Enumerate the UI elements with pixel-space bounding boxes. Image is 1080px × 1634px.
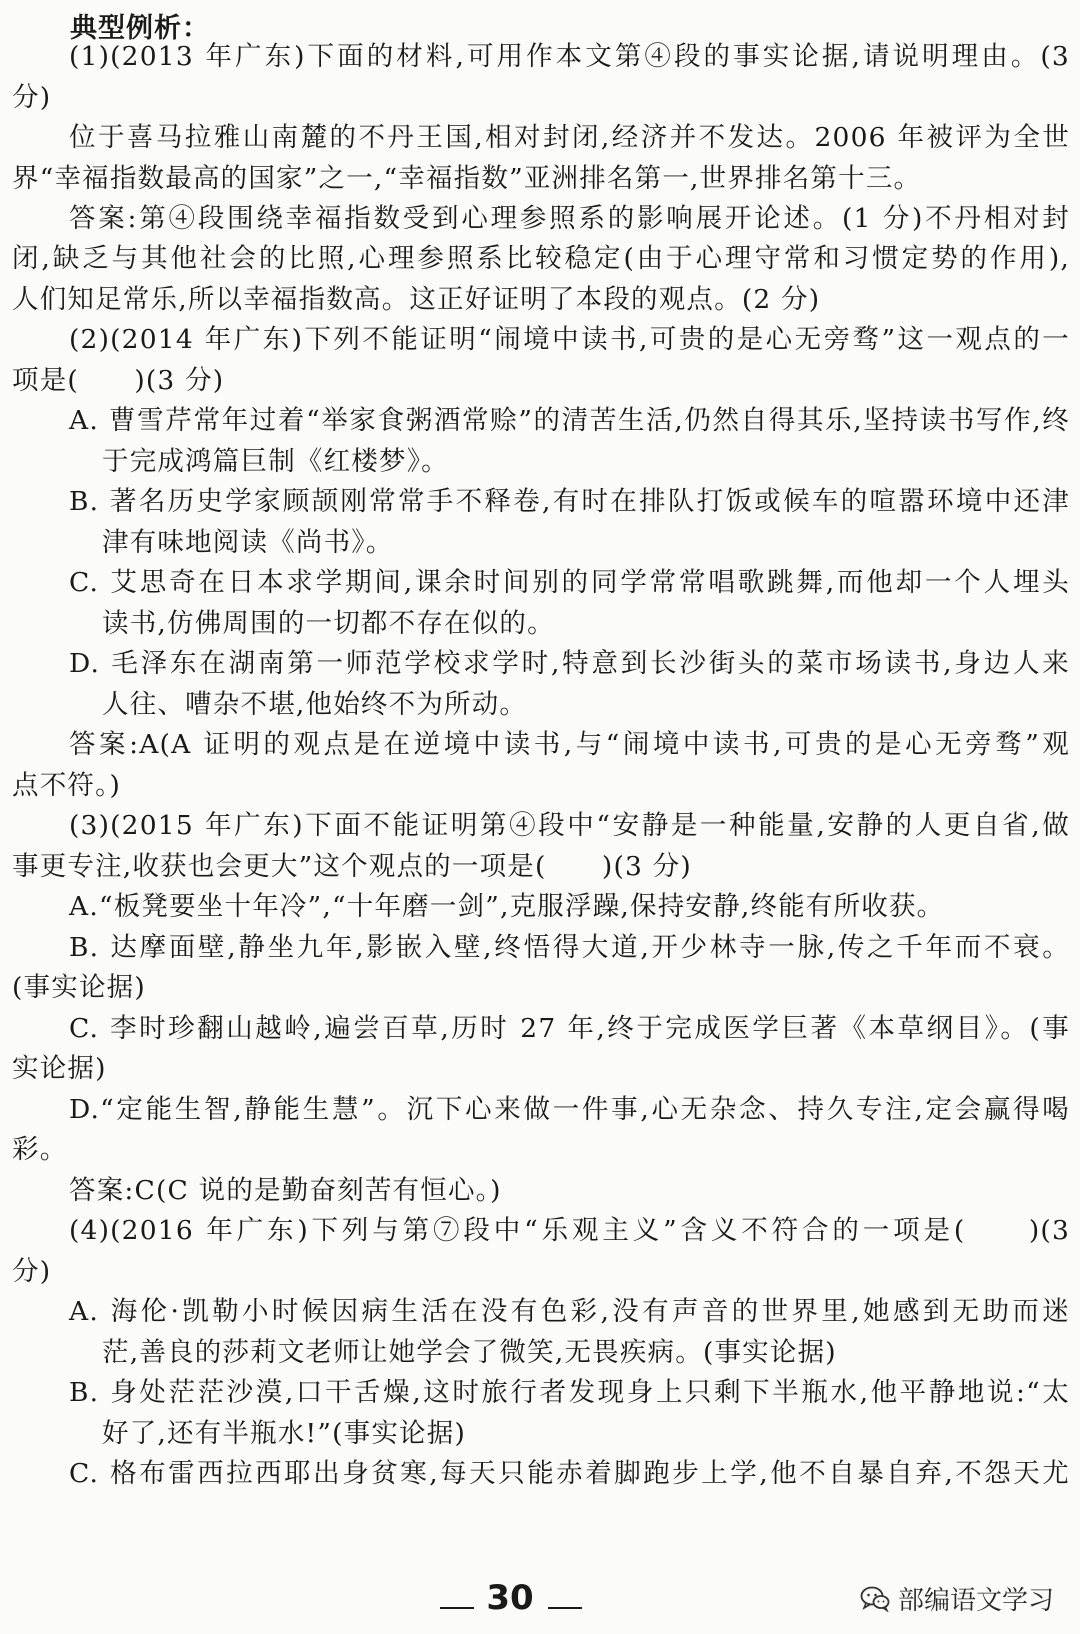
text-line: 答案:C(C 说的是勤奋刻苦有恒心。): [69, 1175, 502, 1206]
option-line: 于完成鸿篇巨制《红楼梦》。: [102, 446, 449, 477]
option-line: C. 李时珍翻山越岭,遍尝百草,历时 27 年,终于完成医学巨著《本草纲目》。(事: [69, 1013, 1070, 1044]
option-line: A. 海伦·凯勒小时候因病生活在没有色彩,没有声音的世界里,她感到无助而迷: [69, 1296, 1070, 1327]
page-number: 30: [486, 1578, 534, 1618]
footer-rule-right: [548, 1607, 582, 1609]
text-line: 答案:A(A 证明的观点是在逆境中读书,与“闹境中读书,可贵的是心无旁骛”观: [69, 729, 1070, 760]
text-line: 界“幸福指数最高的国家”之一,“幸福指数”亚洲排名第一,世界排名第十三。: [12, 163, 922, 194]
text-line: 点不符。): [12, 770, 122, 801]
text-line: (事实论据): [12, 972, 146, 1003]
watermark-text: 部编语文学习: [898, 1586, 1055, 1616]
text-line: 闭,缺乏与其他社会的比照,心理参照系比较稳定(由于心理守常和习惯定势的作用),: [12, 243, 1070, 274]
text-line: 项是( )(3 分): [12, 365, 225, 396]
option-line: C. 艾思奇在日本求学期间,课余时间别的同学常常唱歌跳舞,而他却一个人埋头: [69, 567, 1070, 598]
option-line: 好了,还有半瓶水!”(事实论据): [102, 1418, 466, 1449]
option-line: A.“板凳要坐十年冷”,“十年磨一剑”,克服浮躁,保持安静,终能有所收获。: [69, 891, 945, 922]
option-line: D.“定能生智,静能生慧”。沉下心来做一件事,心无杂念、持久专注,定会赢得喝: [69, 1094, 1070, 1125]
option-line: B. 身处茫茫沙漠,口干舌燥,这时旅行者发现身上只剩下半瓶水,他平静地说:“太: [69, 1377, 1070, 1408]
wechat-icon: [860, 1586, 890, 1612]
text-line: 分): [12, 82, 52, 113]
text-line: 事更专注,收获也会更大”这个观点的一项是( )(3 分): [12, 851, 692, 882]
option-line: 读书,仿佛周围的一切都不存在似的。: [102, 608, 555, 639]
option-line: 茫,善良的莎莉文老师让她学会了微笑,无畏疾病。(事实论据): [102, 1337, 837, 1368]
text-line: 实论据): [12, 1053, 107, 1084]
watermark: [860, 1580, 1054, 1617]
option-line: 人往、嘈杂不堪,他始终不为所动。: [102, 689, 528, 720]
text-line: 人们知足常乐,所以幸福指数高。这正好证明了本段的观点。(2 分): [12, 284, 821, 315]
text-line: 彩。: [12, 1134, 68, 1165]
option-line: C. 格布雷西拉西耶出身贫寒,每天只能赤着脚跑步上学,他不自暴自弃,不怨天尤: [69, 1458, 1070, 1489]
footer-rule-left: [440, 1607, 474, 1609]
text-line: 答案:第④段围绕幸福指数受到心理参照系的影响展开论述。(1 分)不丹相对封: [69, 203, 1070, 234]
text-line: 位于喜马拉雅山南麓的不丹王国,相对封闭,经济并不发达。2006 年被评为全世: [69, 122, 1070, 153]
text-line: (1)(2013 年广东)下面的材料,可用作本文第④段的事实论据,请说明理由。(3: [69, 41, 1070, 72]
option-line: 津有味地阅读《尚书》。: [102, 527, 394, 558]
option-line: B. 著名历史学家顾颉刚常常手不释卷,有时在排队打饭或候车的喧嚣环境中还津: [69, 486, 1070, 517]
text-line: (2)(2014 年广东)下列不能证明“闹境中读书,可贵的是心无旁骛”这一观点的一: [69, 324, 1070, 355]
option-line: D. 毛泽东在湖南第一师范学校求学时,特意到长沙街头的菜市场读书,身边人来: [69, 648, 1070, 679]
option-line: A. 曹雪芹常年过着“举家食粥酒常赊”的清苦生活,仍然自得其乐,坚持读书写作,终: [69, 405, 1070, 436]
text-line: 分): [12, 1256, 52, 1287]
text-line: (3)(2015 年广东)下面不能证明第④段中“安静是一种能量,安静的人更自省,做: [69, 810, 1070, 841]
text-line: (4)(2016 年广东)下列与第⑦段中“乐观主义”含义不符合的一项是( )(3: [69, 1215, 1070, 1246]
option-line: B. 达摩面壁,静坐九年,影嵌入壁,终悟得大道,开少林寺一脉,传之千年而不衰。: [69, 932, 1070, 963]
section-heading: 典型例析：: [70, 13, 210, 44]
